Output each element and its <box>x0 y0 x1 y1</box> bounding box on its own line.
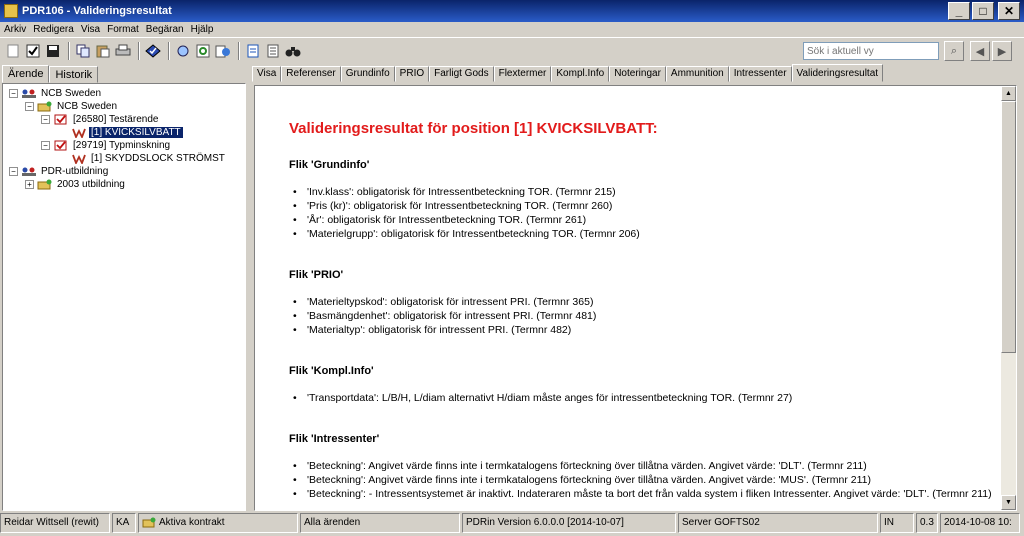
app-icon <box>4 4 18 18</box>
list-item: • 'Materieltypskod': obligatorisk för intressent PRI. (Termnr 365) <box>289 295 999 309</box>
binoculars-search-icon[interactable]: ⌕ <box>944 41 964 61</box>
print-icon[interactable] <box>114 42 132 60</box>
list-item: • 'Beteckning': Angivet värde finns inte i termkatalogens förteckning över tillåtna värden. Angivet värde: 'DLT'. (Termnr 211) <box>289 459 999 473</box>
status-user: Reidar Wittsell (rewit) <box>0 513 110 533</box>
save-icon[interactable] <box>44 42 62 60</box>
tab-prio[interactable]: PRIO <box>395 66 429 82</box>
menu-arkiv[interactable]: Arkiv <box>4 23 27 35</box>
scroll-down-icon[interactable]: ▼ <box>1001 495 1016 510</box>
validate-icon[interactable] <box>144 42 162 60</box>
menu-visa[interactable]: Visa <box>80 23 101 35</box>
title-bar <box>0 0 1024 22</box>
tree-item[interactable]: + 2003 utbildning <box>25 178 127 191</box>
tree-item[interactable]: − PDR-utbildning <box>9 165 110 178</box>
tab-arende[interactable]: Ärende <box>2 65 49 83</box>
tab-visa[interactable]: Visa <box>252 66 281 82</box>
paste-icon[interactable] <box>94 42 112 60</box>
folder-group-icon <box>37 179 53 190</box>
scroll-thumb[interactable] <box>1001 101 1016 353</box>
case-tree <box>2 83 246 511</box>
left-tab-strip <box>2 66 98 83</box>
document-list-icon[interactable] <box>264 42 282 60</box>
scroll-up-icon[interactable]: ▲ <box>1001 86 1016 101</box>
item-icon <box>71 153 87 164</box>
tab-historik[interactable]: Historik <box>49 66 98 83</box>
list-item: • 'Beteckning': Angivet värde finns inte i termkatalogens förteckning över tillåtna värden. Angivet värde: 'MUS'. (Termnr 211) <box>289 473 999 487</box>
section-list <box>289 391 999 405</box>
copy-icon[interactable] <box>74 42 92 60</box>
minimize-button[interactable]: _ <box>948 2 970 20</box>
status-contracts[interactable]: Aktiva kontrakt <box>138 513 298 533</box>
collapse-icon[interactable]: − <box>9 167 18 176</box>
search-previous-icon[interactable]: ◀ <box>970 41 990 61</box>
vertical-scrollbar[interactable] <box>1001 86 1016 510</box>
list-item: • 'År': obligatorisk för Intressentbeteckning TOR. (Termnr 261) <box>289 213 999 227</box>
list-item: • 'Materialtyp': obligatorisk för intressent PRI. (Termnr 482) <box>289 323 999 337</box>
checklist-icon[interactable] <box>24 42 42 60</box>
menu-redigera[interactable]: Redigera <box>33 23 74 35</box>
list-item: • 'Pris (kr)': obligatorisk för Intressentbeteckning TOR. (Termnr 260) <box>289 199 999 213</box>
contracts-icon <box>142 517 156 532</box>
item-icon <box>71 127 87 138</box>
document-icon[interactable] <box>244 42 262 60</box>
status-datetime: 2014-10-08 10: <box>940 513 1020 533</box>
collapse-icon[interactable]: − <box>25 102 34 111</box>
menu-begaran[interactable]: Begäran <box>145 23 184 35</box>
search-next-icon[interactable]: ▶ <box>992 41 1012 61</box>
binoculars-icon[interactable] <box>284 42 302 60</box>
collapse-icon[interactable]: − <box>41 141 50 150</box>
list-item: • 'Inv.klass': obligatorisk för Intressentbeteckning TOR. (Termnr 215) <box>289 185 999 199</box>
section-list <box>289 459 999 501</box>
organization-icon <box>21 88 37 99</box>
refresh-icon[interactable] <box>194 42 212 60</box>
status-filter: Alla ärenden <box>300 513 460 533</box>
tab-grundinfo[interactable]: Grundinfo <box>341 66 395 82</box>
status-version: PDRin Version 6.0.0.0 [2014-10-07] <box>462 513 676 533</box>
case-check-icon <box>53 140 69 151</box>
tree-item[interactable]: − NCB Sweden <box>9 87 103 100</box>
collapse-icon[interactable]: − <box>9 89 18 98</box>
toolbar-separator <box>138 42 140 60</box>
list-item: • 'Basmängdenhet': obligatorisk för intressent PRI. (Termnr 481) <box>289 309 999 323</box>
menu-bar <box>0 22 1024 36</box>
window-title: PDR106 - Valideringsresultat <box>22 5 172 17</box>
new-icon[interactable] <box>4 42 22 60</box>
page-title: Valideringsresultat för position [1] KVICKSILVBATT: <box>289 120 658 137</box>
detail-tab-strip <box>252 66 883 83</box>
status-bar <box>0 513 1024 534</box>
list-item: • 'Materielgrupp': obligatorisk för Intressentbeteckning TOR. (Termnr 206) <box>289 227 999 241</box>
case-check-icon <box>53 114 69 125</box>
section-heading: Flik 'Grundinfo' <box>289 159 370 171</box>
tab-flextermer[interactable]: Flextermer <box>494 66 552 82</box>
status-mode: IN <box>880 513 914 533</box>
toolbar-separator <box>168 42 170 60</box>
section-list <box>289 185 999 241</box>
tree-item-selected[interactable]: [1] KVICKSILVBATT <box>71 126 183 139</box>
tab-valideringsresultat[interactable]: Valideringsresultat <box>792 64 884 82</box>
expand-icon[interactable]: + <box>25 180 34 189</box>
status-role: KA <box>112 513 136 533</box>
tab-kompl-info[interactable]: Kompl.Info <box>551 66 609 82</box>
maximize-button[interactable]: □ <box>972 2 994 20</box>
toolbar-separator <box>68 42 70 60</box>
organization-icon <box>21 166 37 177</box>
tab-referenser[interactable]: Referenser <box>281 66 340 82</box>
section-heading: Flik 'Intressenter' <box>289 433 380 445</box>
section-heading: Flik 'PRIO' <box>289 269 344 281</box>
section-list <box>289 295 999 337</box>
status-server: Server GOFTS02 <box>678 513 878 533</box>
section-heading: Flik 'Kompl.Info' <box>289 365 374 377</box>
export-icon[interactable] <box>214 42 232 60</box>
tree-item[interactable]: − NCB Sweden <box>25 100 119 113</box>
tree-item[interactable]: [1] SKYDDSLOCK STRÖMST <box>71 152 227 165</box>
search-input[interactable] <box>803 42 939 60</box>
menu-format[interactable]: Format <box>107 23 139 35</box>
tree-item[interactable]: − [26580] Testärende <box>41 113 160 126</box>
validation-result-panel <box>254 85 1017 511</box>
tree-item[interactable]: − [29719] Typminskning <box>41 139 172 152</box>
list-item: • 'Beteckning': - Intressentsystemet är inaktivt. Indateraren måste ta bort det från valda system i fliken Intressenter. Angivet värde: 'DLT'. (Termnr 211) <box>289 487 999 501</box>
folder-group-icon <box>37 101 53 112</box>
tab-noteringar[interactable]: Noteringar <box>609 66 666 82</box>
close-button[interactable]: ✕ <box>998 2 1020 20</box>
menu-hjalp[interactable]: Hjälp <box>190 23 214 35</box>
tab-ammunition[interactable]: Ammunition <box>666 66 729 82</box>
sync-icon[interactable] <box>174 42 192 60</box>
toolbar-separator <box>238 42 240 60</box>
list-item: • 'Transportdata': L/B/H, L/diam alternativt H/diam måste anges för intressentbeteckning TOR. (Termnr 27) <box>289 391 999 405</box>
tab-intressenter[interactable]: Intressenter <box>729 66 792 82</box>
collapse-icon[interactable]: − <box>41 115 50 124</box>
status-value: 0.3 <box>916 513 938 533</box>
tab-farligt-gods[interactable]: Farligt Gods <box>429 66 493 82</box>
